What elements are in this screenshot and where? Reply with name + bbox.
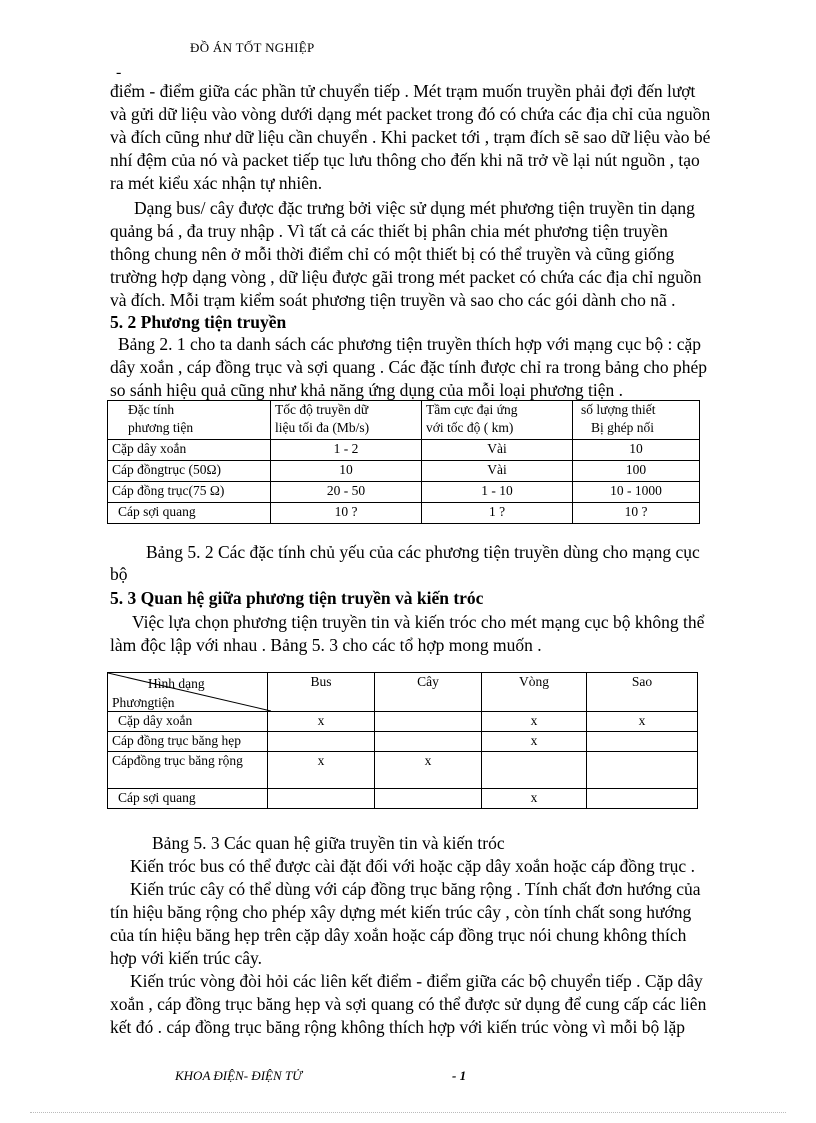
table2-caption: Bảng 5. 3 Các quan hệ giữa truyền tin và kiến tróc [152, 833, 505, 853]
header-cell: Cây [375, 673, 482, 712]
section-heading-5-2: 5. 2 Phương tiện truyền [110, 312, 287, 332]
para5-line: tín hiệu băng rộng cho phép xây dựng mét kiến trúc cây , còn tính chất song hướng [110, 902, 692, 922]
para3-line: Bảng 2. 1 cho ta danh sách các phương tiện truyền thích hợp với mạng cục bộ : cặp [118, 334, 701, 354]
corner-cell: Hình dạng Phươngtiện [108, 673, 268, 712]
para2-line: và đích. Mỗi trạm kiểm soát phương tiện truyền và sao cho các gói dành cho nã . [110, 290, 676, 310]
table-row: Cặp dây xoắn x x x [108, 712, 698, 732]
para5-line: Kiến tróc bus có thể được cài đặt đối với hoặc cặp dây xoắn hoặc cáp đồng trục . [130, 856, 695, 876]
table1-caption-line: Bảng 5. 2 Các đặc tính chủ yếu của các phương tiện truyền dùng cho mạng cục [146, 542, 700, 562]
header-cell: Sao [587, 673, 698, 712]
table-row: Cáp đồng trục băng hẹp x [108, 732, 698, 752]
para5-line: của tín hiệu băng hẹp trên cặp dây xoắn hoặc cáp đồng trục nói chung không thích [110, 925, 687, 945]
table-row: Cáp đồngtrục (50Ω) 10 Vài 100 [108, 461, 700, 482]
para3-line: dây xoắn , cáp đồng trục và sợi quang . Các đặc tính được chỉ ra trong bảng cho phép [110, 357, 708, 377]
para1-line: nhí đệm của nó và packet tiếp tục lưu thông cho đến khi nã trở về lại nút nguồn , tạo [110, 150, 700, 170]
para5-line: hợp với kiến trúc cây. [110, 948, 262, 968]
dash-mark: - [116, 64, 122, 81]
para1-line: và gửi dữ liệu vào vòng dưới dạng mét packet trong đó có chứa các địa chỉ của nguồn [110, 104, 711, 124]
para1-line: ra mét kiểu xác nhận tự nhiên. [110, 173, 323, 193]
footer-divider [30, 1112, 786, 1113]
section-heading-5-3: 5. 3 Quan hệ giữa phương tiện truyền và kiến tróc [110, 588, 484, 608]
page-header: ĐỒ ÁN TỐT NGHIỆP [190, 40, 315, 55]
para4-line: Việc lựa chọn phương tiện truyền tin và kiến tróc cho mét mạng cục bộ không thể [132, 612, 705, 632]
header-cell: Đặc tính phương tiện [108, 401, 271, 440]
para5-line: xoắn , cáp đồng trục băng hẹp và sợi quang có thể được sử dụng để cung cấp các liên [110, 994, 707, 1014]
para3-line: so sánh hiệu quả cũng như khả năng ứng dụng của mỗi loại phương tiện . [110, 380, 624, 400]
header-cell: Bus [268, 673, 375, 712]
topology-media-table [107, 672, 698, 809]
para2-line: thông chung nên ở mỗi thời điểm chỉ có một thiết bị có thể truyền và cũng giống [110, 244, 675, 264]
table-row: Cáp sợi quang 10 ? 1 ? 10 ? [108, 503, 700, 524]
table-header-row [108, 673, 698, 712]
para1-line: điểm - điểm giữa các phần tử chuyển tiếp . Mét trạm muốn truyền phải đợi đến lượt [110, 81, 696, 101]
header-cell: Vòng [482, 673, 587, 712]
table-row: Cặp dây xoắn 1 - 2 Vài 10 [108, 440, 700, 461]
table-row: Cáp đồng trục(75 Ω) 20 - 50 1 - 10 10 - 1000 [108, 482, 700, 503]
table-header-row [108, 401, 700, 440]
para1-line: và đích cũng như dữ liệu cần chuyển . Khi packet tới , trạm đích sẽ sao dữ liệu vào bé [110, 127, 711, 147]
para5-line: kết đó . cáp đồng trục băng rộng không thích hợp với kiến trúc vòng vì mỗi bộ lặp [110, 1017, 686, 1037]
header-cell: Tầm cực đại ứng với tốc độ ( km) [422, 401, 573, 440]
para2-line: quảng bá , đa truy nhập . Vì tất cả các thiết bị phân chia mét phương tiện truyền [110, 221, 668, 241]
para4-line: làm độc lập với nhau . Bảng 5. 3 cho các tổ hợp mong muốn . [110, 635, 542, 655]
table-row: Cápđồng trục băng rộng x x [108, 752, 698, 789]
para2-line: Dạng bus/ cây được đặc trưng bởi việc sử dụng mét phương tiện truyền tin dạng [134, 198, 695, 218]
para5-line: Kiến trúc cây có thể dùng với cáp đồng trục băng rộng . Tính chất đơn hướng của [130, 879, 701, 899]
para5-line: Kiến trúc vòng đòi hỏi các liên kết điểm - điểm giữa các bộ chuyển tiếp . Cặp dây [130, 971, 703, 991]
header-cell: số lượng thiết Bị ghép nối [573, 401, 700, 440]
header-cell: Tốc độ truyền dữ liệu tối đa (Mb/s) [271, 401, 422, 440]
footer-department: KHOA ĐIỆN- ĐIỆN TỬ [175, 1068, 302, 1083]
para2-line: trường hợp dạng vòng , dữ liệu được gãi trong mét packet có chứa các địa chỉ nguồn [110, 267, 702, 287]
table-row: Cáp sợi quang x [108, 789, 698, 809]
footer-page-number: - 1 [452, 1068, 467, 1083]
media-characteristics-table [107, 400, 700, 524]
table1-caption-line: bộ [110, 564, 128, 584]
